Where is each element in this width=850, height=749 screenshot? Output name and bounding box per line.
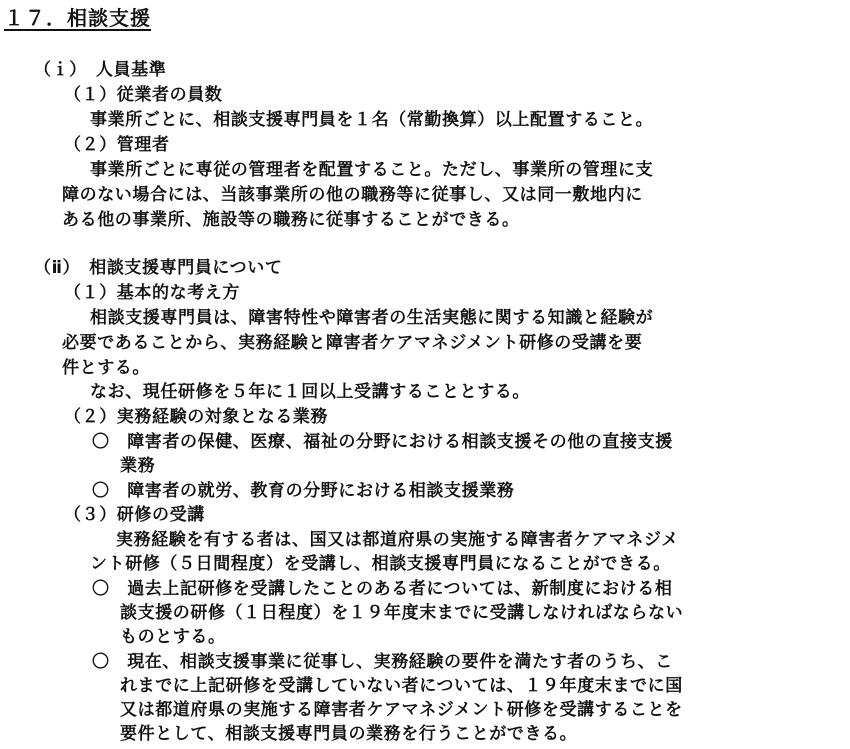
bullet-item: 〇 現在、相談支援事業に従事し、実務経験の要件を満たす者のうち、こ [92, 652, 673, 672]
paragraph-line: 実務経験を有する者は、国又は都道府県の実施する障害者ケアマネジメ [116, 530, 679, 550]
subsection-heading-manager: （２）管理者 [64, 135, 170, 155]
paragraph-line: ある他の事業所、施設等の職務に従事することができる。 [62, 210, 520, 230]
bullet-item-continuation: 又は都道府県の実施する障害者ケアマネジメント研修を受講することを [120, 700, 683, 720]
subsection-heading-staff-count: （１）従業者の員数 [64, 85, 223, 105]
paragraph-line: 相談支援専門員は、障害特性や障害者の生活実態に関する知識と経験が [90, 308, 654, 328]
section-heading-personnel-standards: （ｉ） 人員基準 [34, 60, 167, 80]
bullet-item-continuation: 要件として、相談支援専門員の業務を行うことができる。 [120, 724, 578, 744]
paragraph-line: ント研修（５日間程度）を受講し、相談支援専門員になることができる。 [90, 554, 671, 574]
paragraph-line: 障のない場合には、当該事業所の他の職務等に従事し、又は同一敷地内に [62, 185, 643, 205]
bullet-item-continuation: ものとする。 [120, 627, 226, 647]
paragraph-line: 必要であることから、実務経験と障害者ケアマネジメント研修の受講を要 [62, 333, 643, 353]
subsection-heading-training: （３）研修の受講 [64, 505, 205, 525]
bullet-item-continuation: 談支援の研修（１日程度）を１９年度末までに受講しなければならない [120, 603, 684, 623]
paragraph-line: なお、現任研修を５年に１回以上受講することとする。 [90, 382, 530, 402]
bullet-item: 〇 障害者の保健、医療、福祉の分野における相談支援その他の直接支援 [92, 432, 673, 452]
subsection-heading-basic-concept: （１）基本的な考え方 [64, 283, 240, 303]
bullet-item: 〇 過去上記研修を受講したことのある者については、新制度における相 [92, 579, 673, 599]
paragraph-line: 事業所ごとに、相談支援専門員を１名（常勤換算）以上配置すること。 [90, 110, 654, 130]
bullet-item-continuation: れまでに上記研修を受講していない者については、１９年度末までに国 [120, 676, 683, 696]
paragraph-line: 件とする。 [62, 358, 150, 378]
page-title: １７．相談支援 [4, 6, 151, 30]
bullet-item-continuation: 業務 [120, 456, 156, 476]
paragraph-line: 事業所ごとに専従の管理者を配置すること。ただし、事業所の管理に支 [90, 160, 654, 180]
subsection-heading-practical-experience: （２）実務経験の対象となる業務 [64, 407, 328, 427]
bullet-item: 〇 障害者の就労、教育の分野における相談支援業務 [92, 481, 515, 501]
section-heading-consultation-specialist: （ⅱ） 相談支援専門員について [34, 258, 283, 278]
